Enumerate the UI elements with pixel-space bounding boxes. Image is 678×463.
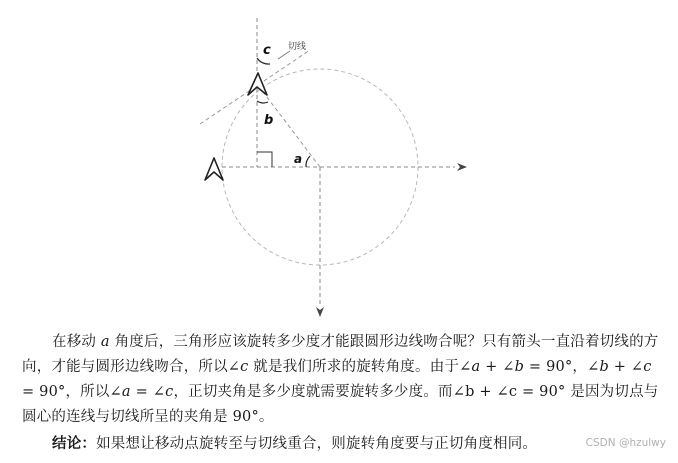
- angle-a-label: a: [294, 152, 303, 166]
- explanation-paragraph: [22, 330, 662, 430]
- start-arrow-icon: [205, 158, 223, 180]
- conclusion-lead: 结论：: [52, 436, 97, 452]
- var-c: c: [240, 359, 249, 375]
- var-a: a: [100, 334, 110, 350]
- horizontal-axis-arrowhead: [457, 163, 467, 171]
- para-text: + ∠: [480, 359, 515, 375]
- watermark: CSDN @hzulwy: [585, 437, 666, 449]
- angle-a-arc: [306, 156, 310, 167]
- tangent-label: 切线: [288, 42, 307, 52]
- para-text: 在移动: [52, 334, 101, 350]
- var-b: b: [599, 359, 609, 375]
- para-text: = ∠: [130, 384, 166, 400]
- para-text: 角度后，三角形应该旋转多少度才能跟圆形边线吻合呢？只有箭头一直沿着切线的方向，才能与圆形边线吻合，所以∠: [22, 334, 659, 375]
- angle-c-label: c: [263, 43, 271, 58]
- angle-b-arc: [257, 101, 268, 103]
- angle-c-arc: [257, 58, 270, 64]
- var-c: c: [643, 359, 652, 375]
- angle-b-label: b: [264, 113, 274, 128]
- conclusion-paragraph: [22, 432, 662, 457]
- var-b: b: [514, 359, 525, 375]
- para-text: ，正切夹角是多少度就需要旋转多少度。而∠b + ∠c = 90° 是因为切点与圆心的连线与切线所呈的夹角是 90°。: [22, 384, 659, 425]
- conclusion-text: 如果想让移动点旋转至与切线重合，则旋转角度要与正切角度相同。: [96, 436, 538, 452]
- para-text: + ∠: [608, 359, 644, 375]
- tangent-label-leader: [278, 51, 290, 59]
- para-text: 就是我们所求的旋转角度。由于∠: [248, 359, 472, 375]
- vertical-axis-arrowhead: [316, 307, 324, 317]
- var-c: c: [165, 384, 174, 400]
- right-angle-marker: [257, 152, 272, 167]
- var-a: a: [471, 359, 481, 375]
- para-text: = 90°，所以∠: [22, 384, 122, 400]
- para-text: = 90°，∠: [524, 359, 600, 375]
- var-a: a: [121, 384, 131, 400]
